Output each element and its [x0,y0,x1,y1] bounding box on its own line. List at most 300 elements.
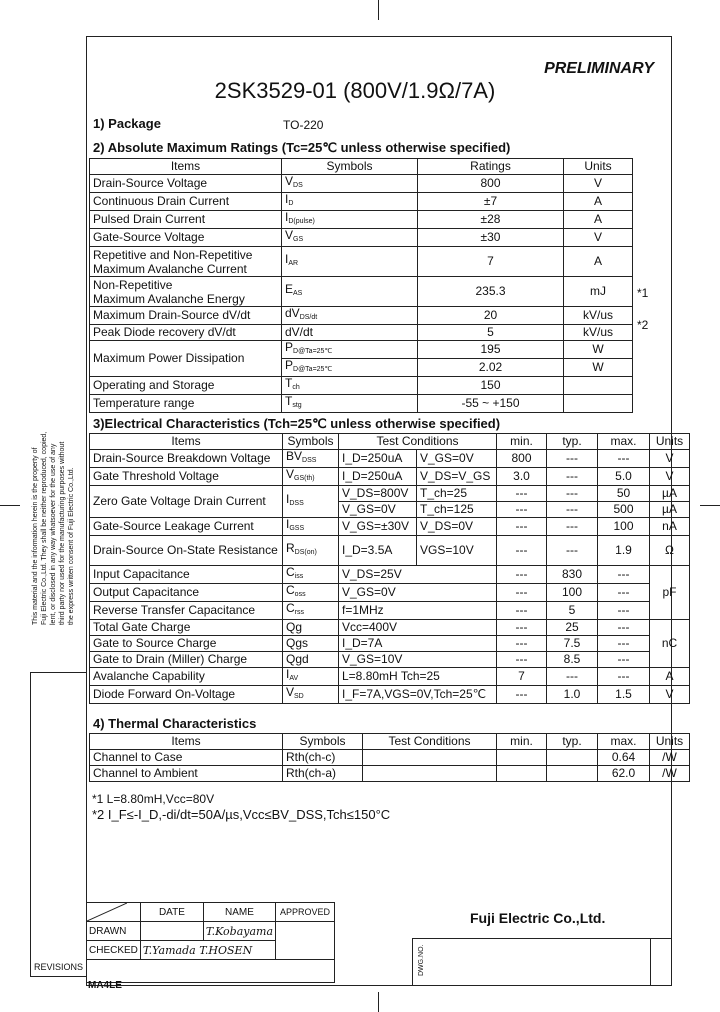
crop-mark [0,505,20,506]
ec-unit: nA [650,518,690,536]
ec-symbol [283,602,339,620]
ec-condition: V_GS=0V [417,450,497,468]
ec-symbol [283,486,339,518]
ec-item: Drain-Source On-State Resistance [90,536,283,566]
ec-symbol [283,450,339,468]
ec-max: 100 [598,518,650,536]
amr-unit [564,395,633,413]
symbol: C [286,565,295,579]
ec-condition: V_DS=800V [339,486,417,502]
amr-unit: V [564,229,633,247]
symbol: Qg [286,620,303,634]
symbol-subscript: AR [288,260,299,267]
page-title: 2SK3529-01 (800V/1.9Ω/7A) [214,78,496,103]
thermal-item: Channel to Case [90,750,283,766]
thermal-condition [363,766,497,782]
amr-rating: 5 [418,325,564,341]
amr-unit: A [564,247,633,277]
amr-table [89,158,668,413]
symbol: T [285,376,293,390]
ec-min: --- [497,686,547,704]
ec-max: --- [598,620,650,636]
amr-row [90,277,668,307]
thermal-max: 0.64 [598,750,650,766]
ec-item: Total Gate Charge [90,620,283,636]
ec-max: 1.9 [598,536,650,566]
ec-column-header: max. [598,434,650,450]
ec-typ: --- [547,518,598,536]
amr-symbol [282,341,418,359]
amr-item-line: Maximum Avalanche Current [93,261,247,276]
revisions-label: REVISIONS [34,962,84,972]
ec-min: --- [497,486,547,502]
ec-item: Gate-Source Leakage Current [90,518,283,536]
symbol-subscript: GS [293,236,304,243]
amr-note-cell [633,359,668,377]
symbol-subscript: D(pulse) [288,218,315,225]
amr-unit: V [564,175,633,193]
notice-line: Fuji Electric Co.,Ltd. They shall be neither reproduced, copied, [41,431,48,625]
amr-symbol [282,277,418,307]
amr-symbol [282,325,418,341]
thermal-table [89,733,690,782]
package-heading: 1) Package [93,116,161,131]
symbol-subscript: rss [294,609,305,616]
crop-mark [700,505,720,506]
amr-note-cell [633,175,668,193]
amr-rating: ±30 [418,229,564,247]
thermal-column-header: Test Conditions [363,734,497,750]
ec-column-header: Symbols [283,434,339,450]
form-code: MA4LE [88,980,122,991]
amr-row [90,341,668,359]
amr-heading: 2) Absolute Maximum Ratings (Tc=25℃ unless otherwise specified) [93,140,511,155]
company-name: Fuji Electric Co.,Ltd. [470,910,606,926]
amr-rating: 800 [418,175,564,193]
ec-min: --- [497,566,547,584]
ec-condition: T_ch=125 [417,502,497,518]
ec-unit: V [650,450,690,468]
notice-line: third party nor used for the manufacturing purposes without [59,441,66,625]
ec-symbol [283,518,339,536]
symbol: V [286,467,295,481]
ec-item: Avalanche Capability [90,668,283,686]
thermal-min [497,750,547,766]
ec-max: 500 [598,502,650,518]
symbol: T [285,394,293,408]
amr-note-cell [633,229,668,247]
thermal-row [90,750,690,766]
thermal-heading: 4) Thermal Characteristics [93,716,257,731]
ec-unit: A [650,668,690,686]
crop-mark [378,0,379,20]
ec-max: 5.0 [598,468,650,486]
ec-row [90,686,690,704]
symbol: I [286,667,290,681]
ec-typ: 8.5 [547,652,598,668]
crop-mark [378,992,379,1012]
ec-header-row [90,434,690,450]
amr-row [90,325,668,341]
amr-item: Gate-Source Voltage [90,229,282,247]
amr-rating: -55 ~ +150 [418,395,564,413]
ec-condition: L=8.80mH Tch=25 [339,668,497,686]
revisions-box [30,672,86,977]
amr-note-cell [633,377,668,395]
symbol: dV [285,306,300,320]
symbol-subscript: DS(on) [294,549,317,556]
ec-min: 7 [497,668,547,686]
ec-condition: f=1MHz [339,602,497,620]
titleblock-divider [412,938,413,986]
amr-symbol [282,247,418,277]
name-header: NAME [203,903,275,922]
ec-condition: I_D=7A [339,636,497,652]
amr-rating: 235.3 [418,277,564,307]
amr-symbol [282,377,418,395]
amr-symbol [282,359,418,377]
ec-symbol [283,636,339,652]
ec-item: Reverse Transfer Capacitance [90,602,283,620]
amr-column-header: Symbols [282,159,418,175]
ec-typ: 100 [547,584,598,602]
symbol-subscript: D@Ta=25℃ [293,348,333,355]
ec-unit: V [650,468,690,486]
ec-symbol [283,584,339,602]
ec-row [90,668,690,686]
ec-symbol [283,668,339,686]
ec-condition: V_GS=0V [339,502,417,518]
symbol: C [286,583,295,597]
ec-unit: nC [650,620,690,668]
ec-condition: V_GS=0V [339,584,497,602]
symbol-subscript: stg [292,402,302,409]
ec-symbol [283,652,339,668]
ec-row [90,652,690,668]
ec-row [90,450,690,468]
symbol: V [285,228,294,242]
amr-unit [564,377,633,395]
thermal-column-header: Units [650,734,690,750]
ec-min: --- [497,536,547,566]
symbol: BV [286,449,303,463]
amr-row [90,247,668,277]
notice-line: This material and the information herein is the property of [32,447,39,625]
checked-signature-1: T.Yamada [142,943,196,957]
ec-max: --- [598,566,650,584]
thermal-typ [547,766,598,782]
symbol: Qgs [286,636,309,650]
amr-note-cell [633,211,668,229]
ec-row [90,536,690,566]
ec-min: 800 [497,450,547,468]
ec-condition: VGS=10V [417,536,497,566]
symbol-subscript: ch [292,384,300,391]
symbol-subscript: DSS [289,500,304,507]
notice-line: lent, or disclosed in any way whatsoever for the use of any [50,443,57,625]
ec-condition: I_F=7A,VGS=0V,Tch=25℃ [339,686,497,704]
thermal-condition [363,750,497,766]
thermal-symbol: Rth(ch-a) [283,766,363,782]
amr-rating: ±28 [418,211,564,229]
amr-row [90,193,668,211]
ec-condition: V_GS=10V [339,652,497,668]
symbol: I [285,252,289,266]
ec-symbol [283,686,339,704]
ec-max: --- [598,652,650,668]
symbol: V [285,174,294,188]
sig-corner [87,903,141,922]
ec-unit: pF [650,566,690,620]
amr-note-cell [633,395,668,413]
ec-unit: V [650,686,690,704]
dwg-no-label: DWG.NO. [418,944,425,976]
thermal-max: 62.0 [598,766,650,782]
amr-item [90,277,282,307]
amr-item-line: Repetitive and Non-Repetitive [93,247,253,262]
ec-condition: V_GS=±30V [339,518,417,536]
ec-typ: --- [547,502,598,518]
ec-max: --- [598,450,650,468]
amr-note-cell [633,247,668,277]
notice-line: the express written consent of Fuji Electric Co.,Ltd. [68,467,75,625]
ec-min: --- [497,584,547,602]
ec-row [90,518,690,536]
amr-note-1: *1 [637,286,649,300]
ec-typ: 5 [547,602,598,620]
drawn-label: DRAWN [87,922,141,941]
ec-heading: 3)Electrical Characteristics (Tch=25℃ unless otherwise specified) [93,416,501,431]
ec-typ: --- [547,486,598,502]
thermal-row [90,766,690,782]
ec-min: --- [497,620,547,636]
symbol-subscript: SD [294,693,304,700]
checked-label: CHECKED [87,941,141,960]
ec-item: Gate to Source Charge [90,636,283,652]
amr-symbol [282,211,418,229]
amr-unit: mJ [564,277,633,307]
ec-symbol [283,566,339,584]
symbol-subscript: AV [289,675,299,682]
ec-row [90,602,690,620]
preliminary-label: PRELIMINARY [544,60,654,77]
amr-item: Drain-Source Voltage [90,175,282,193]
amr-row [90,307,668,325]
ec-row [90,620,690,636]
ec-item: Gate to Drain (Miller) Charge [90,652,283,668]
ec-row [90,566,690,584]
thermal-column-header: Items [90,734,283,750]
ec-column-header: Units [650,434,690,450]
ec-min: --- [497,502,547,518]
ec-row [90,468,690,486]
symbol-subscript: AS [293,290,303,297]
ec-typ: 25 [547,620,598,636]
symbol: E [285,282,294,296]
ec-condition: V_DS=V_GS [417,468,497,486]
thermal-item: Channel to Ambient [90,766,283,782]
ec-condition: I_D=250uA [339,450,417,468]
ec-max: --- [598,668,650,686]
ec-row [90,486,690,502]
symbol: I [286,517,290,531]
amr-rating: 150 [418,377,564,395]
ec-min: --- [497,652,547,668]
thermal-column-header: min. [497,734,547,750]
ec-condition: V_DS=0V [417,518,497,536]
ec-min: --- [497,636,547,652]
ec-condition: I_D=250uA [339,468,417,486]
thermal-min [497,766,547,782]
amr-item: Continuous Drain Current [90,193,282,211]
ec-table [89,433,690,704]
symbol: P [285,358,294,372]
ec-item: Diode Forward On-Voltage [90,686,283,704]
note-2: *2 I_F≤-I_D,-di/dt=50A/µs,Vcc≤BV_DSS,Tch≤150°C [92,807,391,822]
ec-condition: Vcc=400V [339,620,497,636]
symbol: I [286,492,290,506]
symbol-subscript: D@Ta=25℃ [293,366,333,373]
package-value: TO-220 [283,118,324,132]
ec-symbol [283,620,339,636]
amr-rating: 2.02 [418,359,564,377]
amr-column-header: Items [90,159,282,175]
symbol-subscript: iss [294,573,304,580]
ec-column-header: Items [90,434,283,450]
drawn-signature: T.Kobayama [203,922,275,941]
amr-row [90,377,668,395]
symbol-subscript: D [288,200,294,207]
ec-max: --- [598,602,650,620]
amr-symbol [282,175,418,193]
symbol: I [285,192,289,206]
amr-unit: W [564,359,633,377]
thermal-column-header: Symbols [283,734,363,750]
ec-item: Input Capacitance [90,566,283,584]
ec-condition: V_DS=25V [339,566,497,584]
ec-item: Drain-Source Breakdown Voltage [90,450,283,468]
thermal-column-header: typ. [547,734,598,750]
ec-typ: --- [547,668,598,686]
note-1: *1 L=8.80mH,Vcc=80V [92,792,215,806]
amr-item-line: Non-Repetitive [93,277,173,292]
symbol-subscript: DS [293,182,303,189]
amr-row [90,175,668,193]
symbol-subscript: GS(th) [294,475,315,482]
amr-note-cell [633,193,668,211]
approved-header: APPROVED [276,903,335,922]
amr-rating: ±7 [418,193,564,211]
amr-row [90,395,668,413]
ec-column-header: Test Conditions [339,434,497,450]
thermal-header-row [90,734,690,750]
ec-condition: I_D=3.5A [339,536,417,566]
ec-max: --- [598,636,650,652]
amr-rating: 20 [418,307,564,325]
ec-typ: 7.5 [547,636,598,652]
symbol: I [285,210,289,224]
amr-note-cell [633,341,668,359]
ec-unit: µA [650,502,690,518]
amr-column-header: Ratings [418,159,564,175]
amr-symbol [282,307,418,325]
proprietary-notice [30,385,82,625]
amr-column-header: Units [564,159,633,175]
symbol: V [286,685,295,699]
ec-unit: Ω [650,536,690,566]
amr-unit: A [564,211,633,229]
ec-item: Zero Gate Voltage Drain Current [90,486,283,518]
amr-item-line: Maximum Avalanche Energy [93,291,245,306]
amr-unit: A [564,193,633,211]
ec-typ: --- [547,450,598,468]
symbol-subscript: oss [294,591,306,598]
ec-min: 3.0 [497,468,547,486]
ec-column-header: typ. [547,434,598,450]
ec-typ: --- [547,468,598,486]
ec-typ: --- [547,536,598,566]
ec-unit: µA [650,486,690,502]
symbol: P [285,340,294,354]
ec-row [90,584,690,602]
amr-item [90,247,282,277]
ec-min: --- [497,602,547,620]
ec-max: --- [598,584,650,602]
signature-block [86,902,335,983]
symbol: dV/dt [285,325,314,339]
ec-item: Output Capacitance [90,584,283,602]
ec-column-header: min. [497,434,547,450]
amr-item: Temperature range [90,395,282,413]
amr-rating: 195 [418,341,564,359]
ec-symbol [283,536,339,566]
ec-condition: T_ch=25 [417,486,497,502]
ec-min: --- [497,518,547,536]
amr-item: Maximum Drain-Source dV/dt [90,307,282,325]
symbol-subscript: DS/dt [299,314,318,321]
symbol: R [286,541,295,555]
ec-typ: 830 [547,566,598,584]
amr-rating: 7 [418,247,564,277]
thermal-unit: /W [650,766,690,782]
amr-unit: W [564,341,633,359]
thermal-unit: /W [650,750,690,766]
amr-row [90,211,668,229]
amr-item: Operating and Storage [90,377,282,395]
date-header: DATE [140,903,203,922]
ec-max: 1.5 [598,686,650,704]
amr-header-row [90,159,668,175]
ec-row [90,636,690,652]
amr-symbol [282,193,418,211]
ec-typ: 1.0 [547,686,598,704]
symbol: C [286,601,295,615]
ec-max: 50 [598,486,650,502]
titleblock-divider [650,938,651,986]
amr-unit: kV/us [564,307,633,325]
symbol: Qgd [286,652,309,666]
thermal-column-header: max. [598,734,650,750]
amr-note-2: *2 [637,318,649,332]
amr-symbol [282,395,418,413]
titleblock-divider [412,938,672,939]
amr-item: Peak Diode recovery dV/dt [90,325,282,341]
amr-unit: kV/us [564,325,633,341]
checked-signature-2: T.HOSEN [199,943,253,957]
ec-item: Gate Threshold Voltage [90,468,283,486]
amr-item: Maximum Power Dissipation [90,341,282,377]
amr-symbol [282,229,418,247]
